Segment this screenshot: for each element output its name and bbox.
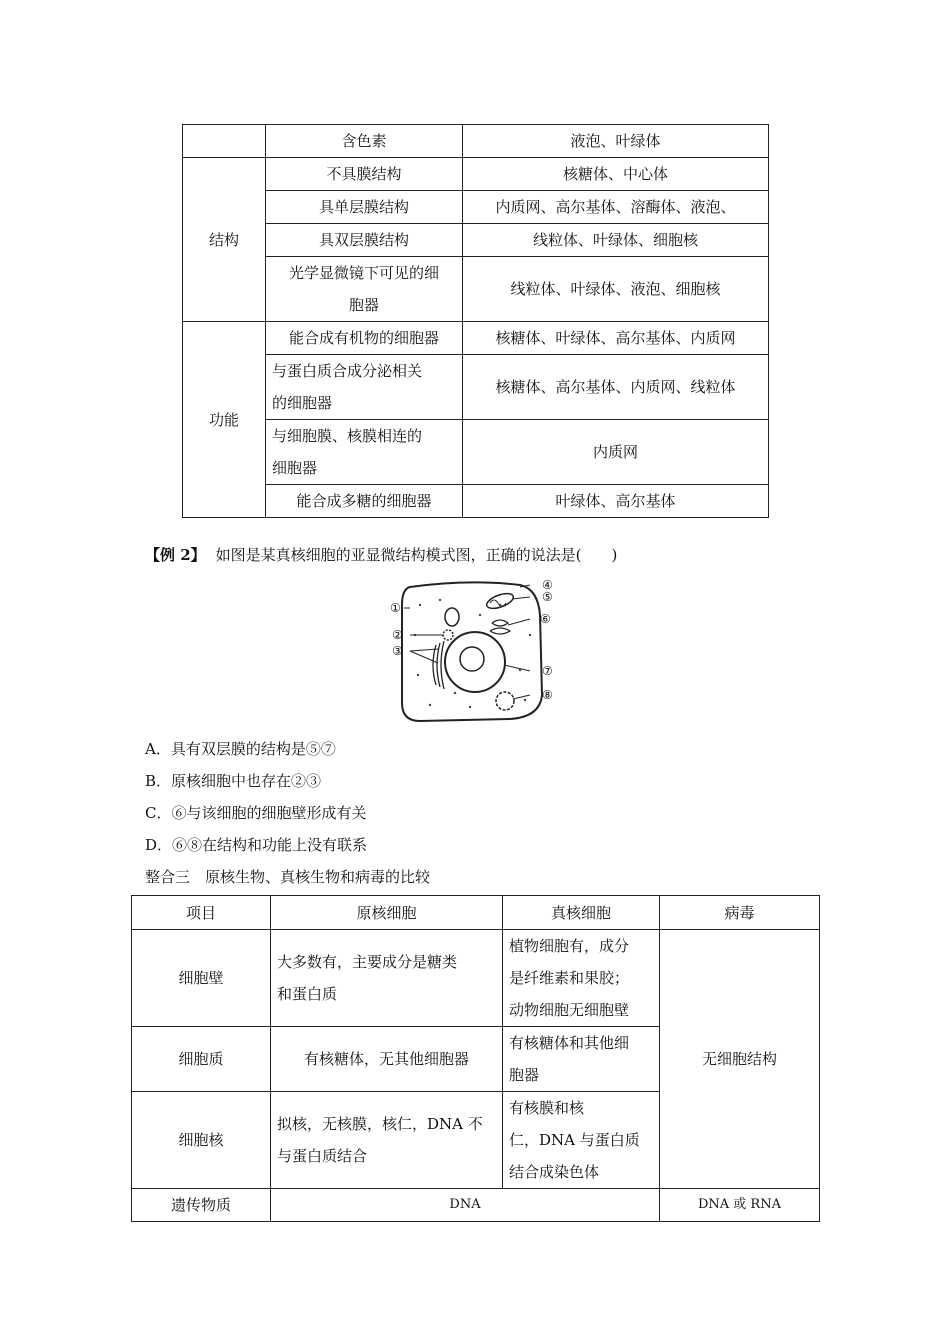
nucleus bbox=[445, 632, 505, 692]
cell-line: 是纤维素和果胶； bbox=[509, 969, 630, 987]
header-item: 项目 bbox=[132, 896, 271, 930]
table1-pigment-property: 含色素 bbox=[266, 125, 463, 158]
cell-line: 光学显微镜下可见的细 bbox=[288, 264, 439, 282]
row-label-nucleus: 细胞核 bbox=[132, 1092, 271, 1189]
ribosome-cluster bbox=[443, 630, 453, 640]
cell-line: 的细胞器 bbox=[272, 394, 333, 412]
table1-pigment-organelles: 液泡、叶绿体 bbox=[463, 125, 769, 158]
header-eukaryote: 真核细胞 bbox=[503, 896, 660, 930]
cell-line: 有核糖体和其他细 bbox=[509, 1034, 630, 1052]
table1-structure-property: 不具膜结构 bbox=[266, 158, 463, 191]
cell-membrane bbox=[402, 582, 542, 721]
cell-line: 和蛋白质 bbox=[277, 985, 338, 1003]
cell-line: 仁，DNA 与蛋白质 bbox=[509, 1131, 640, 1149]
option-a: A．具有双层膜的结构是⑤⑦ bbox=[145, 740, 336, 758]
endoplasmic-reticulum bbox=[433, 641, 444, 689]
cell-line: 动物细胞无细胞壁 bbox=[509, 1001, 630, 1019]
cell-line: 植物细胞有，成分 bbox=[509, 937, 630, 955]
header-prokaryote: 原核细胞 bbox=[271, 896, 503, 930]
table1-function-organelles: 核糖体、高尔基体、内质网、线粒体 bbox=[463, 355, 769, 420]
cell-line: 胞器 bbox=[348, 296, 379, 314]
eukaryotic-cell-diagram bbox=[380, 575, 570, 725]
virus-no-cell-structure: 无细胞结构 bbox=[660, 930, 820, 1189]
row-label-cell-wall: 细胞壁 bbox=[132, 930, 271, 1027]
cell-line: 与蛋白质结合 bbox=[277, 1147, 368, 1165]
table1-structure-property: 具单层膜结构 bbox=[266, 191, 463, 224]
table1-function-organelles: 叶绿体、高尔基体 bbox=[463, 485, 769, 518]
example-tag: 【例 2】 bbox=[145, 546, 206, 564]
figure-labels bbox=[390, 578, 553, 702]
table1-function-organelles: 内质网 bbox=[463, 420, 769, 485]
table1-structure-organelles: 线粒体、叶绿体、液泡、细胞核 bbox=[463, 257, 769, 322]
cell-line: 结合成染色体 bbox=[509, 1163, 600, 1181]
table1-function-property: 能合成多糖的细胞器 bbox=[266, 485, 463, 518]
table1-structure-organelles: 核糖体、中心体 bbox=[463, 158, 769, 191]
table1-structure-property: 具双层膜结构 bbox=[266, 224, 463, 257]
label-5: ⑤ bbox=[542, 590, 553, 604]
nucleolus bbox=[460, 647, 484, 671]
label-6: ⑥ bbox=[540, 612, 551, 626]
cell-line: 与蛋白质合成分泌相关 bbox=[272, 362, 423, 380]
table1-corner-cell bbox=[183, 125, 266, 158]
centriole bbox=[445, 608, 459, 626]
table1-function-organelles: 核糖体、叶绿体、高尔基体、内质网 bbox=[463, 322, 769, 355]
section-title: 整合三 原核生物、真核生物和病毒的比较 bbox=[145, 868, 431, 886]
table1-function-label: 功能 bbox=[183, 322, 266, 518]
lysosome bbox=[496, 692, 514, 710]
label-3: ③ bbox=[392, 644, 403, 658]
golgi-apparatus bbox=[490, 620, 510, 634]
cell-line: 有核膜和核 bbox=[509, 1099, 585, 1117]
table1-structure-label: 结构 bbox=[183, 158, 266, 322]
genetic-cellular: DNA bbox=[271, 1189, 660, 1222]
table1-structure-organelles: 线粒体、叶绿体、细胞核 bbox=[463, 224, 769, 257]
genetic-virus: DNA 或 RNA bbox=[660, 1189, 820, 1222]
cell-line: 大多数有，主要成分是糖类 bbox=[277, 953, 458, 971]
cell-line: 拟核，无核膜，核仁，DNA 不 bbox=[277, 1115, 483, 1133]
example-question bbox=[145, 544, 617, 565]
cell-comparison-table bbox=[131, 895, 820, 1222]
label-7: ⑦ bbox=[542, 664, 553, 678]
label-2: ② bbox=[392, 628, 403, 642]
cell-line: 细胞器 bbox=[272, 459, 318, 477]
header-virus: 病毒 bbox=[660, 896, 820, 930]
table1-function-property bbox=[266, 420, 463, 485]
label-1: ① bbox=[390, 601, 401, 615]
option-d: D．⑥⑧在结构和功能上没有联系 bbox=[145, 836, 368, 854]
label-8: ⑧ bbox=[542, 688, 553, 702]
table1-structure-organelles: 内质网、高尔基体、溶酶体、液泡、 bbox=[463, 191, 769, 224]
cytoplasm-eukaryote bbox=[503, 1027, 660, 1092]
table1-structure-property bbox=[266, 257, 463, 322]
mitochondrion-cristae bbox=[490, 600, 506, 606]
label-4: ④ bbox=[542, 578, 553, 592]
cell-line: 胞器 bbox=[509, 1066, 540, 1084]
cytoplasm-prokaryote: 有核糖体，无其他细胞器 bbox=[271, 1027, 503, 1092]
nucleus-eukaryote bbox=[503, 1092, 660, 1189]
option-b: B．原核细胞中也存在②③ bbox=[145, 772, 322, 790]
nucleus-prokaryote bbox=[271, 1092, 503, 1189]
cell-wall-eukaryote bbox=[503, 930, 660, 1027]
cell-line: 与细胞膜、核膜相连的 bbox=[272, 427, 423, 445]
organelle-classification-table bbox=[182, 124, 769, 518]
table1-function-property bbox=[266, 355, 463, 420]
row-label-cytoplasm: 细胞质 bbox=[132, 1027, 271, 1092]
option-c: C．⑥与该细胞的细胞壁形成有关 bbox=[145, 804, 367, 822]
example-question-text: 如图是某真核细胞的亚显微结构模式图，正确的说法是( ) bbox=[215, 546, 618, 564]
mitochondrion bbox=[485, 591, 515, 612]
cell-wall-prokaryote bbox=[271, 930, 503, 1027]
table1-function-property: 能合成有机物的细胞器 bbox=[266, 322, 463, 355]
row-label-genetic-material: 遗传物质 bbox=[132, 1189, 271, 1222]
